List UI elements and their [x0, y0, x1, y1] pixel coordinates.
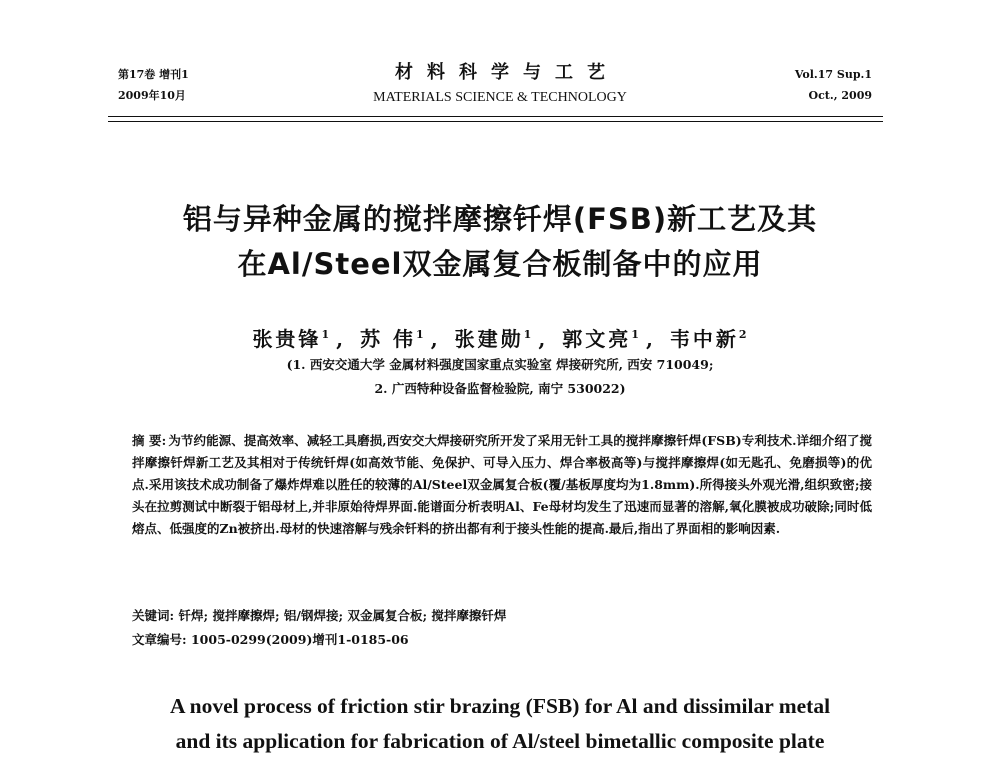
keywords-text: 钎焊; 搅拌摩擦焊; 铝/钢焊接; 双金属复合板; 搅拌摩擦钎焊 [178, 608, 507, 623]
paper-title-cn-line2: 在Al/Steel双金属复合板制备中的应用 [237, 247, 763, 281]
header-date-cn: 2009年10月 [118, 89, 186, 102]
abstract-cn [132, 430, 872, 540]
author: 韦中新$^2$ [669, 326, 747, 351]
author: 张建勋$^1$ [454, 326, 532, 351]
journal-name [300, 60, 700, 108]
affiliation-line-1: (1. 西安交通大学 金属材料强度国家重点实验室 焊接研究所, 西安 710049; [286, 357, 714, 372]
header-date-en: Oct., 2009 [808, 89, 872, 102]
paper-title-cn [100, 197, 900, 287]
keywords [132, 605, 872, 627]
article-number-text: 1005-0299(2009)增刊1-0185-06 [190, 632, 409, 647]
journal-name-cn: 材料科学与工艺 [395, 62, 619, 83]
paper-title-en-line2: and its application for fabrication of Al/steel bimetallic composite plate [175, 729, 825, 753]
header-volume-cn [118, 64, 318, 106]
journal-name-en: MATERIALS SCIENCE & TECHNOLOGY [373, 90, 627, 105]
affiliation-line-2: 2. 广西特种设备监督检验院, 南宁 530022) [374, 381, 626, 396]
header-volume-issue: 第17卷 增刊1 [118, 68, 189, 81]
abstract-text: 为节约能源、提高效率、减轻工具磨损,西安交大焊接研究所开发了采用无针工具的搅拌摩擦钎焊(FSB)专利技术.详细介绍了搅拌摩擦钎焊新工艺及其相对于传统钎焊(如高效节能、免保护、可导入压力、焊合率极高等)与搅拌摩擦焊(如无匙孔、免磨损等)的优点.采用该技术成功制备了爆炸焊难以胜任的较薄的Al/Steel双金属复合板(覆/基板厚度均为1.8mm).所得接头外观光滑,组织致密;接头在拉剪测试中断裂于铝母材上,并非原始待焊界面.能谱面分析表明Al、Fe母材均发生了迅速而显著的溶解,氧化膜被成功破除;同时低熔点、低强度的Zn被挤出.母材的快速溶解与残余钎料的挤出都有利于接头性能的提高.最后,指出了界面相的影响因素. [132, 433, 872, 536]
paper-title-en [80, 689, 920, 759]
author: 张贵锋$^1$ [252, 326, 330, 351]
header-volume-en [672, 64, 872, 106]
author-list: 张贵锋$^1$ , 苏 伟$^1$ , 张建勋$^1$ , 郭文亮$^1$ , 韦中新$^2$ [252, 326, 747, 351]
abstract-label: 摘 要: [132, 433, 167, 448]
article-number-label: 文章编号: [132, 632, 187, 647]
header-rule-thin [108, 121, 883, 122]
author: 苏 伟$^1$ [360, 326, 424, 351]
keywords-label: 关键词: [132, 608, 175, 623]
author: 郭文亮$^1$ [562, 326, 639, 351]
header-vol-sup: Vol.17 Sup.1 [794, 68, 872, 81]
paper-title-cn-line1: 铝与异种金属的搅拌摩擦钎焊(FSB)新工艺及其 [182, 202, 818, 236]
paper-title-en-line1: A novel process of friction stir brazing (FSB) for Al and dissimilar metal [169, 694, 831, 718]
header-rule-thick [108, 116, 883, 117]
article-number [132, 629, 872, 651]
